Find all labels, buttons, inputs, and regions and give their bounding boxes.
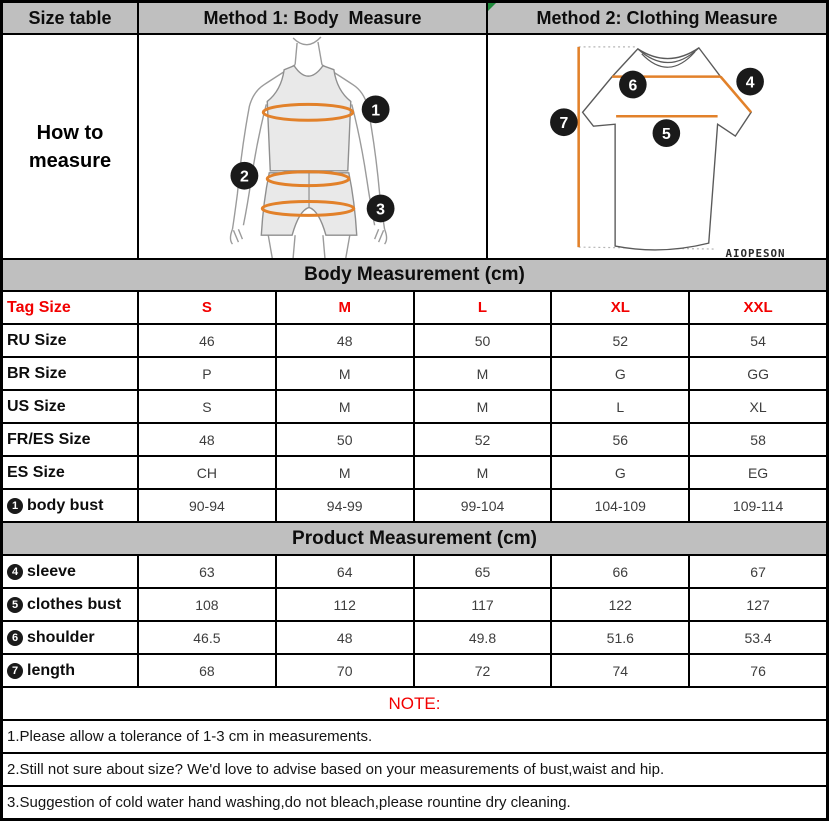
cell-value: 104-109	[550, 490, 688, 521]
size-col-l: L	[413, 292, 551, 323]
cell-value: 72	[413, 655, 551, 686]
table-row-body-bust	[3, 488, 826, 521]
row-label	[3, 556, 139, 587]
illustration-row	[3, 33, 826, 258]
top-header-row	[3, 3, 826, 33]
cell-value: 49.8	[413, 622, 551, 653]
cell-value: 53.4	[688, 622, 826, 653]
table-row-ru-size	[3, 323, 826, 356]
cell-value: 76	[688, 655, 826, 686]
marker-7-number: 7	[559, 115, 569, 133]
marker-4-number: 4	[745, 74, 755, 92]
size-col-s: S	[201, 299, 212, 316]
table-row-es-size	[3, 455, 826, 488]
brand-watermark: AIOPESON	[725, 246, 786, 258]
marker-3-number: 3	[376, 201, 386, 219]
cell-value: XL	[688, 391, 826, 422]
cell-value: 127	[688, 589, 826, 620]
cell-value: EG	[688, 457, 826, 488]
how-to-measure-cell	[3, 35, 139, 258]
row-label	[3, 589, 139, 620]
cell-value: 122	[550, 589, 688, 620]
row-label	[3, 490, 139, 521]
note-item-3: 3.Suggestion of cold water hand washing,do not bleach,please rountine dry cleaning.	[3, 785, 826, 818]
cell-value: G	[550, 358, 688, 389]
cell-value: M	[275, 391, 413, 422]
cell-value: 50	[275, 424, 413, 455]
row-label	[3, 622, 139, 653]
cell-value: GG	[688, 358, 826, 389]
table-row-clothes-bust	[3, 587, 826, 620]
body-measurement-band	[3, 258, 826, 290]
row-label-text: clothes bust	[27, 595, 122, 613]
body-figure-illustration	[139, 35, 486, 258]
cell-value: 48	[199, 431, 215, 448]
cell-value: 54	[688, 325, 826, 356]
tag-size-label: Tag Size	[3, 292, 139, 323]
marker-5-number: 5	[661, 126, 671, 144]
circled-6-icon: 6	[7, 630, 23, 646]
cell-value: 46.5	[193, 629, 221, 646]
cell-value: 48	[275, 622, 413, 653]
cell-value: 74	[550, 655, 688, 686]
table-row-length	[3, 653, 826, 686]
cell-value: P	[202, 365, 212, 382]
cell-value: M	[413, 457, 551, 488]
cell-value: M	[275, 457, 413, 488]
cell-value: M	[413, 391, 551, 422]
table-row-sleeve	[3, 554, 826, 587]
row-label-text: shoulder	[27, 628, 95, 646]
size-table-header	[3, 3, 139, 33]
cell-value: CH	[196, 464, 218, 481]
cell-value: 90-94	[188, 497, 225, 514]
marker-6-number: 6	[628, 77, 638, 95]
marker-2-number: 2	[239, 168, 249, 186]
tag-size-row	[3, 290, 826, 323]
cell-value: 117	[413, 589, 551, 620]
row-label: RU Size	[3, 325, 139, 356]
cell-value: M	[413, 358, 551, 389]
cell-value: 94-99	[275, 490, 413, 521]
method2-header-label: Method 2: Clothing Measure	[536, 7, 778, 28]
row-label: FR/ES Size	[3, 424, 139, 455]
product-measurement-band	[3, 521, 826, 554]
cell-value: 64	[275, 556, 413, 587]
cell-value: 46	[199, 332, 215, 349]
cell-value: G	[550, 457, 688, 488]
cell-value: M	[275, 358, 413, 389]
cell-value: L	[550, 391, 688, 422]
cell-value: 66	[550, 556, 688, 587]
marker-1-number: 1	[371, 102, 381, 120]
method1-header-label: Method 1: Body Measure	[203, 7, 422, 28]
size-table-header-label: Size table	[28, 7, 112, 28]
cell-value: 48	[275, 325, 413, 356]
size-col-xl: XL	[550, 292, 688, 323]
row-label	[3, 655, 139, 686]
mannequin-clothes	[261, 66, 356, 235]
tshirt-outline	[583, 48, 752, 250]
cell-value: 58	[688, 424, 826, 455]
cell-value: S	[202, 398, 212, 415]
size-col-xxl: XXL	[688, 292, 826, 323]
method1-header	[139, 3, 488, 33]
cell-value: 109-114	[688, 490, 826, 521]
body-measurement-title: Body Measurement (cm)	[304, 264, 525, 285]
row-label: ES Size	[3, 457, 139, 488]
note-item-1: 1.Please allow a tolerance of 1-3 cm in measurements.	[3, 719, 826, 752]
row-label: BR Size	[3, 358, 139, 389]
cell-value: 108	[195, 596, 219, 613]
cell-value: 52	[550, 325, 688, 356]
row-label-text: length	[27, 661, 75, 679]
how-to-measure-label: How to measure	[28, 121, 112, 172]
row-label: US Size	[3, 391, 139, 422]
row-label-text: sleeve	[27, 562, 76, 580]
cell-value: 112	[275, 589, 413, 620]
body-measure-figure	[139, 35, 488, 258]
cell-value: 50	[413, 325, 551, 356]
cell-value: 70	[275, 655, 413, 686]
circled-1-icon: 1	[7, 498, 23, 514]
cell-value: 99-104	[413, 490, 551, 521]
row-label-text: body bust	[27, 496, 104, 514]
circled-7-icon: 7	[7, 663, 23, 679]
cell-corner-marker-icon	[488, 3, 496, 11]
method2-header	[488, 3, 826, 33]
note-title: NOTE:	[3, 686, 826, 719]
clothing-measure-figure	[488, 35, 826, 258]
cell-value: 52	[413, 424, 551, 455]
note-item-2: 2.Still not sure about size? We'd love to advise based on your measurements of bust,waist and hip.	[3, 752, 826, 785]
table-row-br-size	[3, 356, 826, 389]
product-measurement-title: Product Measurement (cm)	[292, 527, 537, 549]
table-row-us-size	[3, 389, 826, 422]
size-col-m: M	[275, 292, 413, 323]
circled-5-icon: 5	[7, 597, 23, 613]
table-row-fres-size	[3, 422, 826, 455]
cell-value: 67	[688, 556, 826, 587]
tshirt-illustration	[488, 35, 826, 258]
cell-value: 65	[413, 556, 551, 587]
table-row-shoulder	[3, 620, 826, 653]
cell-value: 51.6	[550, 622, 688, 653]
circled-4-icon: 4	[7, 564, 23, 580]
cell-value: 56	[550, 424, 688, 455]
cell-value: 63	[199, 563, 215, 580]
cell-value: 68	[199, 662, 215, 679]
